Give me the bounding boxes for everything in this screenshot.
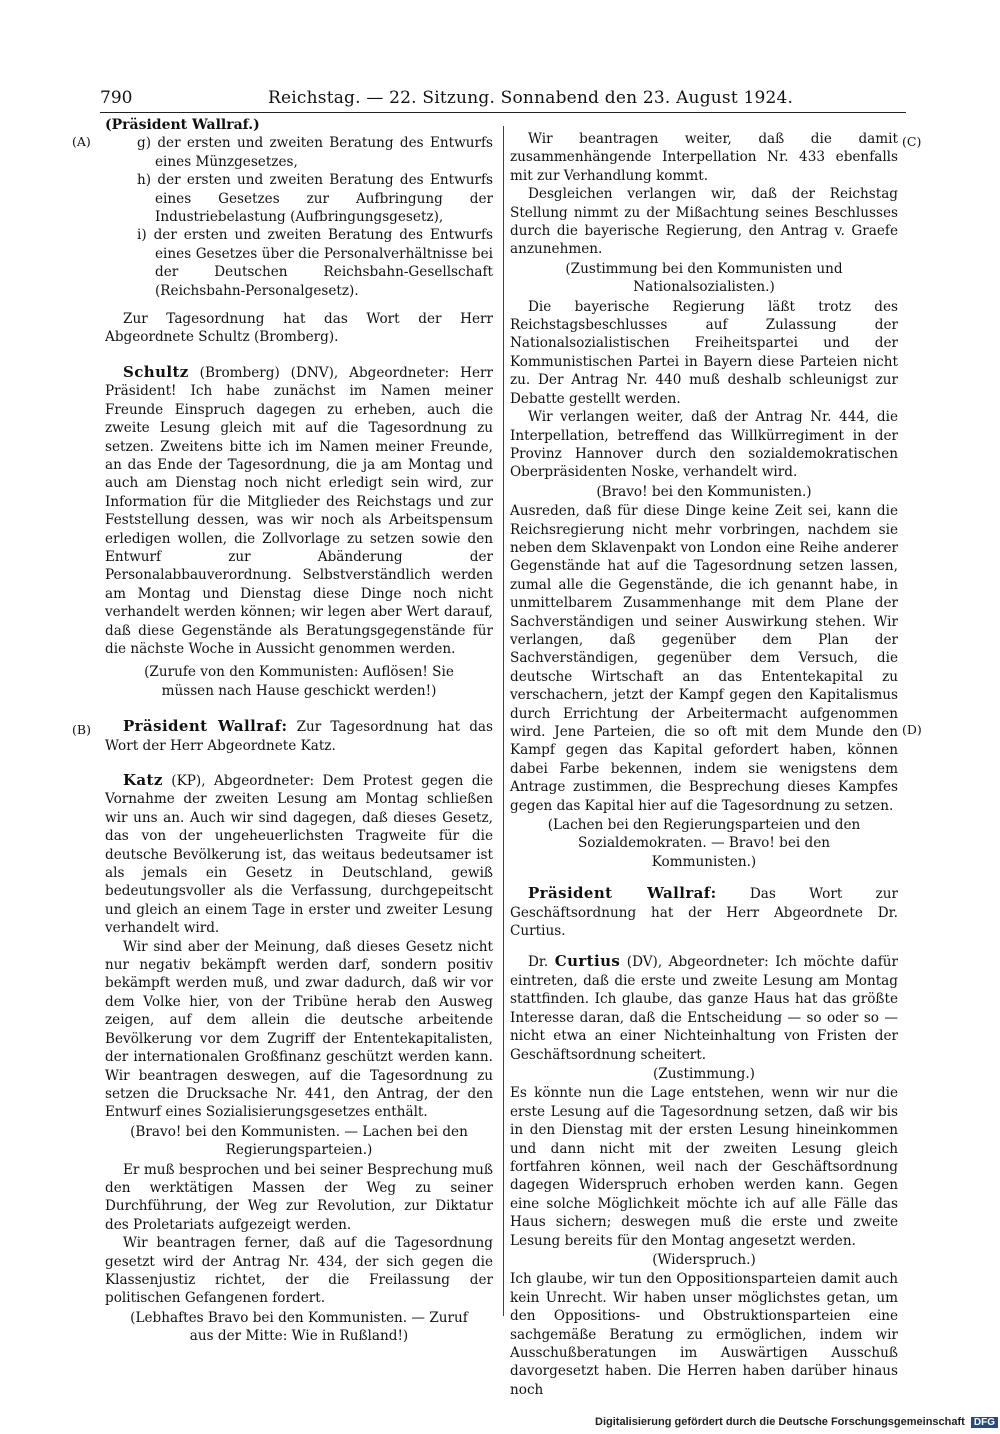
paragraph: Die bayerische Regierung läßt trotz des Reichstagsbeschlusses auf Zulassung der Nationalsozialistischen Freiheitspartei und der Kommunistischen Partei in Bayern diese Parteien nicht zu. Der Antrag Nr. 440 muß deshalb schleunigst zur Debatte gestellt werden.: [510, 298, 898, 407]
paragraph: Wir sind aber der Meinung, daß dieses Gesetz nicht nur negativ bekämpft werden darf, sondern positiv bekämpft werden muß, und zwar dadurch, daß wir vor dem Volke hier, von der Tribüne herab den Ausweg zeigen, auf dem allein die deutsche arbeitende Bevölkerung vor dem Zugriff der Ententekapitalisten, der internationalen Großfinanz geschützt werden kann. Wir beantragen deswegen, auf die Tagesordnung zu setzen die Drucksache Nr. 441, den Antrag, der den Entwurf eines Sozialisierungsgesetzes enthält.: [105, 938, 493, 1121]
speech-schultz: [105, 363, 493, 659]
speech-president: [510, 884, 898, 940]
paragraph: Er muß besprochen und bei seiner Besprechung muß den werktätigen Massen der Weg zu seiner Durchführung, der Weg zur Revolution, zur Diktatur des Proletariats aufgezeigt werden.: [105, 1161, 493, 1233]
margin-mark-a: (A): [72, 134, 91, 149]
digitization-credit: [595, 1416, 998, 1428]
agenda-item-g: g) der ersten und zweiten Beratung des Entwurfs eines Münzgesetzes,: [137, 135, 493, 170]
header-rule: [100, 112, 906, 113]
speech-curtius: [510, 952, 898, 1063]
running-title: Reichstag. — 22. Sitzung. Sonnabend den 23. August 1924.: [268, 88, 794, 108]
dfg-logo: DFG: [971, 1417, 998, 1428]
speech-text: (KP), Abgeordneter: Dem Protest gegen die Vornahme der zweiten Lesung am Montag schließen wir uns an. Auch wir sind dagegen, daß dieses Gesetz, das von der ungeheuerlichsten Tragweite für die deutsche Bevölkerung ist, das weitaus bedeutsamer ist als jemals ein Gesetz in Deutschland, gewiß bedeutungsvoller als die Verfassung, durchgepeitscht und gleich an einem Tage in erster und zweiter Lesung verhandelt wird.: [105, 773, 493, 937]
paragraph: Wir beantragen weiter, daß die damit zusammenhängende Interpellation Nr. 433 ebenfalls mit zur Verhandlung kommt.: [510, 131, 898, 184]
left-column: [105, 116, 493, 1347]
margin-mark-b: (B): [72, 722, 91, 737]
speaker-name: Curtius: [554, 952, 621, 971]
speech-president: [105, 717, 493, 755]
speech-text: Das Wort zur Geschäftsordnung hat der Herr Abgeordnete Dr. Curtius.: [510, 886, 898, 940]
paragraph: Wir beantragen ferner, daß auf die Tagesordnung gesetzt wird der Antrag Nr. 434, der sich gegen die Klassenjustiz richtet, der die Freilassung der politischen Gefangenen fordert.: [105, 1235, 493, 1307]
paragraph: Desgleichen verlangen wir, daß der Reichstag Stellung nimmt zu der Mißachtung seines Beschlusses durch die bayerische Regierung, den Antrag v. Graefe anzunehmen.: [510, 186, 898, 258]
paragraph: Es könnte nun die Lage entstehen, wenn wir nur die erste Lesung auf die Tagesordnung setzen, daß wir bis in den Dienstag mit der ersten Lesung hineinkommen und dann nicht mit der zweiten Lesung gleich fortfahren können, weil nach der Geschäftsordnung dagegen Widerspruch erhoben werden kann. Gegen eine solche Möglichkeit möchte ich auf alle Fälle das Haus sichern; deswegen muß die erste und zweite Lesung bereits für den Montag angesetzt werden.: [510, 1085, 898, 1249]
speech-text: Zur Tagesordnung hat das Wort der Herr Abgeordnete Katz.: [105, 719, 494, 754]
speech-text: (DV), Abgeordneter: Ich möchte dafür eintreten, daß die erste und zweite Lesung am Montag stattfinden. Ich glaube, das ganze Haus hat das größte Interesse daran, daß die Entscheidung — so oder so — nicht etwa an einer Nichteinhaltung von Fristen der Geschäftsordnung scheitert.: [510, 954, 899, 1063]
column-divider: [503, 126, 504, 1316]
paragraph: Zur Tagesordnung hat das Wort der Herr Abgeordnete Schultz (Bromberg).: [105, 311, 493, 346]
agenda-item-i: i) der ersten und zweiten Beratung des Entwurfs eines Gesetzes über die Personalverhältnisse bei der Deutschen Reichsbahn-Gesellschaft (Reichsbahn-Personalgesetz).: [137, 227, 493, 299]
speaker-title: Dr.: [528, 954, 555, 971]
page-header: [100, 88, 900, 112]
speaker-name: Präsident Wallraf:: [123, 717, 288, 736]
margin-mark-c: (C): [902, 134, 922, 149]
page-number: 790: [100, 88, 133, 108]
credit-text: Digitalisierung gefördert durch die Deutsche Forschungsgemeinschaft: [595, 1416, 965, 1428]
margin-mark-d: (D): [902, 722, 922, 737]
paragraph: Ich glaube, wir tun den Oppositionsparteien damit auch kein Unrecht. Wir haben unser möglichstes getan, um den Oppositions- und Obstruktionsparteien eine sachgemäße Beratung zu ermöglichen, indem wir Ausschußberatungen im Auswärtigen Ausschuß davorgesetzt haben. Die Herren haben darüber hinaus noch: [510, 1271, 898, 1398]
interjection: (Zurufe von den Kommunisten: Auflösen! Sie müssen nach Hause geschickt werden!): [144, 664, 454, 699]
agenda-item-h: h) der ersten und zweiten Beratung des Entwurfs eines Gesetzes zur Aufbringung der Industriebelastung (Aufbringungsgesetz),: [137, 172, 493, 226]
speaker-name: Katz: [123, 771, 163, 789]
interjection: (Bravo! bei den Kommunisten. — Lachen bei den Regierungsparteien.): [130, 1123, 468, 1159]
right-column: [510, 130, 898, 1399]
interjection: (Bravo! bei den Kommunisten.): [596, 483, 812, 500]
interjection: (Widerspruch.): [652, 1251, 756, 1268]
paragraph: Ausreden, daß für diese Dinge keine Zeit sei, kann die Reichsregierung nicht mehr vorbringen, nachdem sie neben dem Sklavenpakt von London eine Reihe anderer Gegenstände hat auf die Tagesordnung setzen lassen, zumal alle die Gegenstände, die ich genannt habe, in unmittelbarem Zusammenhange mit dem Plane der Sachverständigen und seiner Auswirkung stehen. Wir verlangen, daß gegenüber dem Plan der Sachverständigen, gegenüber dem Versuch, die deutsche Wirtschaft an das Ententekapital zu verschachern, jetzt der Kampf gegen den Kapitalismus durch Errichtung der Arbeitermacht aufgenommen wird. Jene Parteien, die so oft mit dem Munde den Kampf gegen das Kapital gefordert haben, können dabei Farbe bekennen, indem sie wenigstens dem Antrage zustimmen, die Besprechung dieses Kampfes gegen das Kapital hier auf die Tagesordnung zu setzen.: [510, 503, 898, 814]
speech-katz: [105, 771, 493, 938]
speaker-name: Präsident Wallraf:: [528, 884, 717, 903]
interjection: (Zustimmung bei den Kommunisten und Nationalsozialisten.): [565, 260, 843, 296]
speech-text: (Bromberg) (DNV), Abgeordneter: Herr Präsident! Ich habe zunächst im Namen meiner Freunde Einspruch dagegen zu erheben, auch die zweite Lesung gleich mit auf die Tagesordnung zu setzen. Zweitens bitte ich im Namen meiner Freunde, an das Ende der Tagesordnung, die ja am Montag und auch am Dienstag noch nicht erledigt sein wird, zur Information für die Mitglieder des Reichstags und zur Feststellung dessen, was wir noch als Arbeitspensum erledigen wollen, die Zollvorlage zu setzen sowie den Entwurf zur Abänderung der Personalabbauverordnung. Selbstverständlich werden am Montag und Dienstag diese Dinge noch nicht verhandelt werden können; wir legen aber Wert darauf, daß diese Gegenstände als Beratungsgegenstände für die nächste Woche in Aussicht genommen werden.: [105, 364, 493, 657]
interjection: (Lebhaftes Bravo bei den Kommunisten. — Zuruf aus der Mitte: Wie in Rußland!): [130, 1309, 468, 1345]
speaker-name: Schultz: [123, 362, 189, 381]
continued-speaker: (Präsident Wallraf.): [105, 117, 260, 133]
interjection: (Lachen bei den Regierungsparteien und den Sozialdemokraten. — Bravo! bei den Kommunisten.): [547, 817, 861, 870]
interjection: (Zustimmung.): [653, 1065, 755, 1082]
paragraph: Wir verlangen weiter, daß der Antrag Nr. 444, die Interpellation, betreffend das Willkürregiment in der Provinz Hannover durch den sozialdemokratischen Oberpräsidenten Noske, verhandelt wird.: [510, 409, 898, 481]
